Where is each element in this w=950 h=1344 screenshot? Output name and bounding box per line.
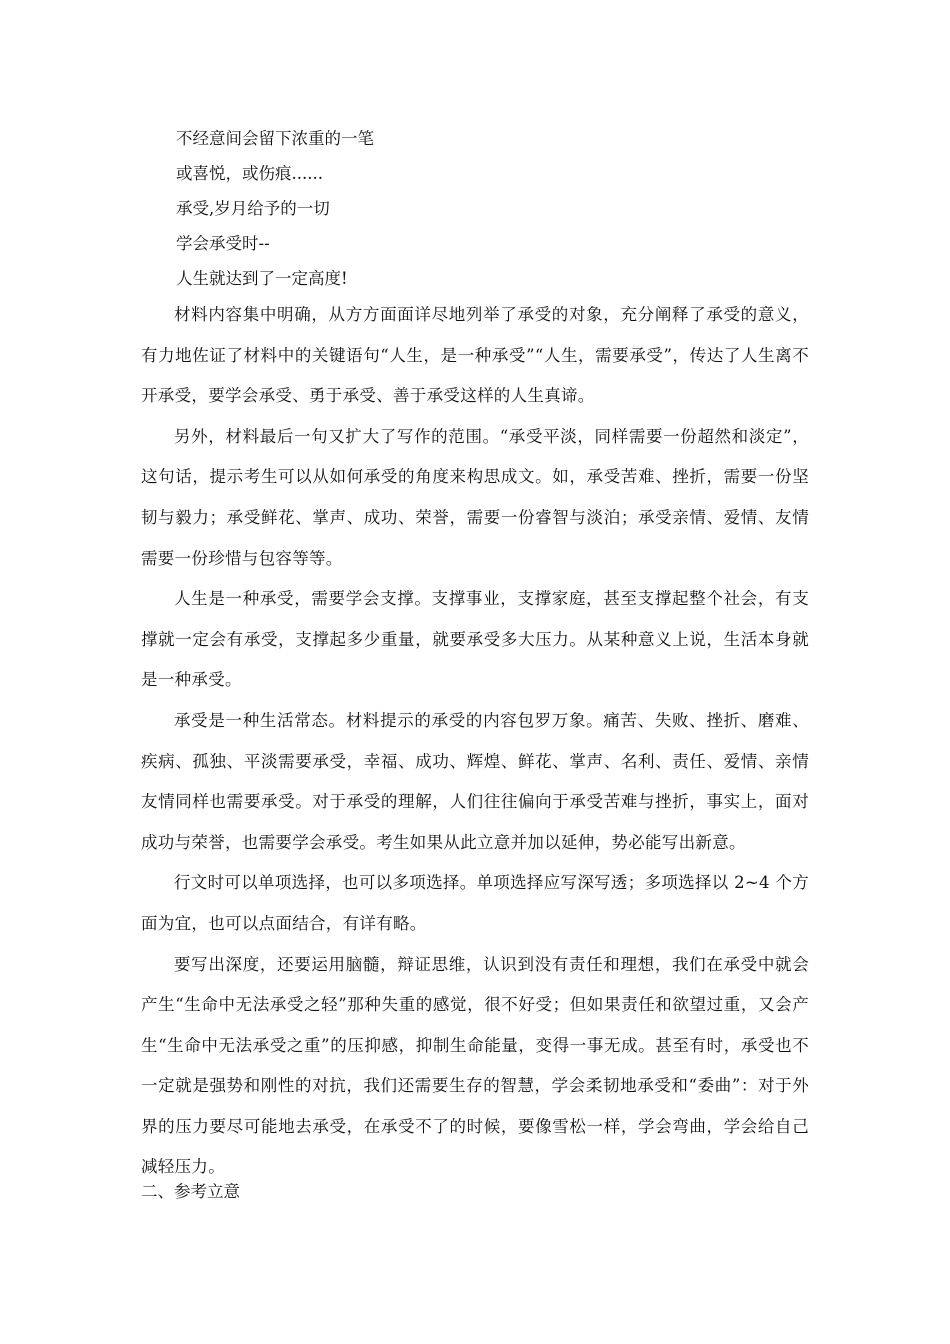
poem-block <box>176 127 374 302</box>
poem-line: 学会承受时-- <box>176 234 270 253</box>
section-heading: 二、参考立意 <box>141 1182 240 1201</box>
poem-line: 或喜悦，或伤痕...... <box>176 164 323 183</box>
poem-line: 承受,岁月给予的一切 <box>176 199 330 218</box>
paragraph-depth: 要写出深度，还要运用脑髓，辩证思维，认识到没有责任和理想，我们在承受中就会产生“生命中无法承受之轻”那种失重的感觉，很不好受；但如果责任和欲望过重，又会产生“生命中无法承受之重”的压抑感，抑制生命能量，变得一事无成。甚至有时，承受也不一定就是强势和刚性的对抗，我们还需要生存的智慧，学会柔韧地承受和“委曲”：对于外界的压力要尽可能地去承受，在承受不了的时候，要像雪松一样，学会弯曲，学会给自己减轻压力。 <box>141 954 809 1177</box>
poem-line: 不经意间会留下浓重的一笔 <box>176 129 374 148</box>
paragraph-support: 人生是一种承受，需要学会支撑。支撑事业，支撑家庭，甚至支撑起整个社会，有支撑就一定会有承受，支撑起多少重量，就要承受多大压力。从某种意义上说，生活本身就是一种承受。 <box>141 589 809 690</box>
paragraph-scope-expansion: 另外，材料最后一句又扩大了写作的范围。“承受平淡，同样需要一份超然和淡定”，这句话，提示考生可以从如何承受的角度来构思成文。如，承受苦难、挫折，需要一份坚韧与毅力；承受鲜花、掌声、成功、荣誉，需要一份睿智与淡泊；承受亲情、爱情、友情需要一份珍惜与包容等等。 <box>141 426 809 568</box>
paragraph-life-normal: 承受是一种生活常态。材料提示的承受的内容包罗万象。痛苦、失败、挫折、磨难、疾病、孤独、平淡需要承受，幸福、成功、辉煌、鲜花、掌声、名利、责任、爱情、亲情友情同样也需要承受。对于承受的理解，人们往往偏向于承受苦难与挫折，事实上，面对成功与荣誉，也需要学会承受。考生如果从此立意并加以延伸，势必能写出新意。 <box>141 710 809 852</box>
body-text <box>141 295 809 1188</box>
paragraph-material-analysis: 材料内容集中明确，从方方面面详尽地列举了承受的对象，充分阐释了承受的意义，有力地佐证了材料中的关键语句“人生，是一种承受”“人生，需要承受”，传达了人生离不开承受，要学会承受、勇于承受、善于承受这样的人生真谛。 <box>141 305 809 406</box>
poem-line: 人生就达到了一定高度! <box>176 269 348 288</box>
paragraph-selection: 行文时可以单项选择，也可以多项选择。单项选择应写深写透；多项选择以 2~4 个方面为宜，也可以点面结合，有详有略。 <box>141 873 809 933</box>
